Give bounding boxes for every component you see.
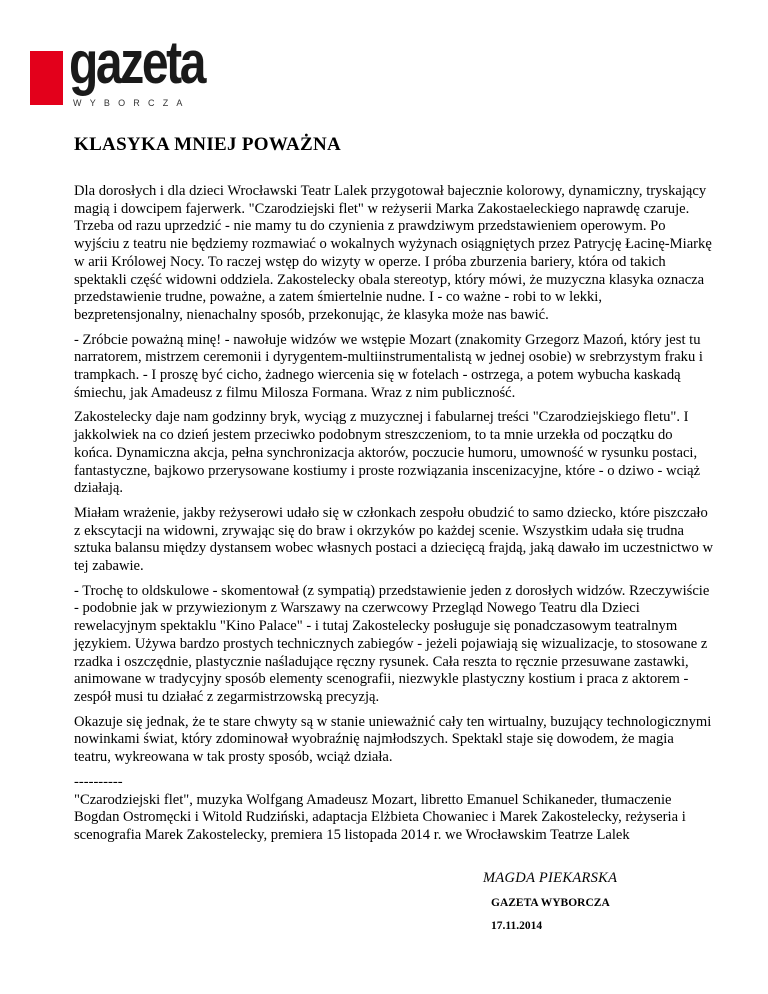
publication-name: GAZETA WYBORCZA	[491, 897, 610, 909]
paragraph: - Zróbcie poważną minę! - nawołuje widzów we wstępie Mozart (znakomity Grzegorz Mazoń, który jest tu narratorem, mistrzem ceremonii i dyrygentem-multiinstrumentalistą w jednej osobie) w srebrzystym fraku i trampkach. - I proszę być cicho, żadnego wiercenia się w fotelach - ostrzega, a potem wybucha kaskadą śmiechu, jak Amadeusz z filmu Milosza Formana. Wraz z nim publiczność.	[74, 331, 703, 401]
paragraph: Dla dorosłych i dla dzieci Wrocławski Teatr Lalek przygotował bajecznie kolorowy, dynamiczny, tryskający magią i dowcipem fajerwerk. "Czarodziejski flet" w reżyserii Marka Zakostaeleckiego naprawdę czaruje. Trzeba od razu uprzedzić - nie mamy tu do czynienia z prawdziwym przedstawieniem operowym. Po wyjściu z teatru nie będziemy rozmawiać o wokalnych wyżynach osiągniętych przez Patrycję Łacinę-Miarkę w arii Królowej Nocy. To raczej wstęp do wizyty w operze. I próba zburzenia bariery, która od takich spektakli część widowni oddziela. Zakostelecky obala stereotyp, który mówi, że muzyczna klasyka oznacza przedstawienie trudne, poważne, a zatem śmiertelnie nudne. I - co ważne - robi to w lekki, bezpretensjonalny, nienachalny sposób, przekonując, że klasyka może nas bawić.	[74, 183, 712, 323]
gazeta-wyborcza-logo	[30, 29, 204, 117]
article-title: KLASYKA MNIEJ POWAŻNA	[74, 134, 342, 155]
logo-red-bar	[30, 51, 63, 105]
paragraph: Zakostelecky daje nam godzinny bryk, wyciąg z muzycznej i fabularnej treści "Czarodziejskiego fletu". I jakkolwiek na co dzień jestem przeciwko podobnym streszczeniom, to ta mnie urzekła od początku do końca. Dynamiczna akcja, pełna synchronizacja aktorów, poczucie humoru, umowność w rysunku postaci, fantastyczne, bajkowo przerysowane kostiumy i proste rozwiązania inscenizacyjne, które - o dziwo - wciąż działają.	[74, 409, 701, 497]
article-body	[74, 183, 714, 852]
signature-block	[483, 870, 617, 932]
paragraph: Miałam wrażenie, jakby reżyserowi udało się w członkach zespołu obudzić to samo dziecko, które piszczało z ekscytacji na widowni, zrywając się do braw i okrzyków po każdej scenie. Wszystkim udała się trudna sztuka balansu między dystansem wobec własnych postaci a dziecięcą frajdą, jaką dawało im uczestnictwo w tej zabawie.	[74, 504, 714, 575]
production-credits: "Czarodziejski flet", muzyka Wolfgang Amadeusz Mozart, libretto Emanuel Schikaneder, tłumaczenie Bogdan Ostromęcki i Witold Rudziński, adaptacja Elżbieta Chowaniec i Marek Zakostelecky, reżyseria i scenografia Marek Zakostelecky, premiera 15 listopada 2014 r. we Wrocławskim Teatrze Lalek	[74, 791, 686, 843]
publication-date: 17.11.2014	[491, 920, 543, 932]
logo-subtitle: WYBORCZA	[73, 98, 191, 108]
separator: ----------	[74, 773, 123, 790]
paragraph: Okazuje się jednak, że te stare chwyty są w stanie unieważnić cały ten wirtualny, buzujący technologicznymi nowinkami świat, który zdominował wyobraźnię najmłodszych. Spektakl staje się dowodem, że magia teatru, wykreowana w tak prosty sposób, wciąż działa.	[74, 713, 712, 766]
paragraph: - Trochę to oldskulowe - skomentował (z sympatią) przedstawienie jeden z dorosłych widzów. Rzeczywiście - podobnie jak w przywiezionym z Warszawy na czerwcowy Przegląd Nowego Teatru dla Dzieci rewelacyjnym spektaklu "Kino Palace" - i tutaj Zakostelecky posługuje się ponadczasowym teatralnym językiem. Używa bardzo prostych technicznych zabiegów - jeżeli pojawiają się wizualizacje, to stosowane z rzadka i oszczędnie, plastycznie naśladujące ręczny rysunek. Cała reszta to ręcznie przesuwane zastawki, animowane w tradycyjny sposób elementy scenografii, niezwykle plastyczny kostium i praca z aktorem - zespół musi tu działać z zegarmistrzowską precyzją.	[74, 582, 710, 705]
author-name: MAGDA PIEKARSKA	[483, 870, 618, 886]
logo-wordmark: gazeta	[69, 29, 204, 96]
